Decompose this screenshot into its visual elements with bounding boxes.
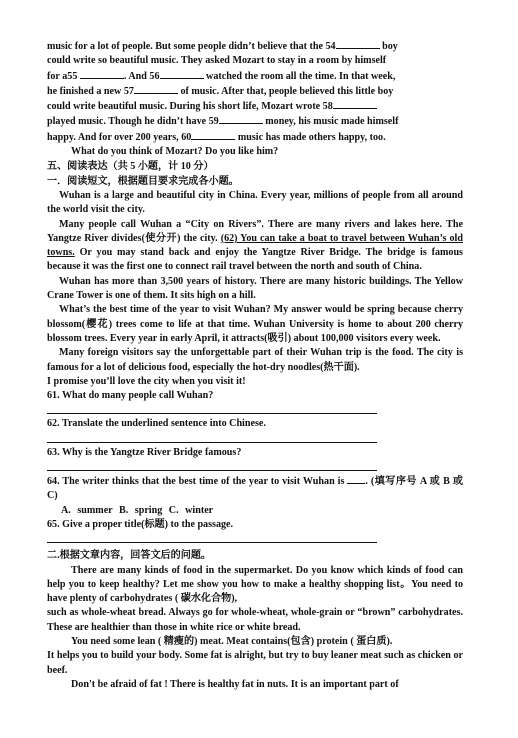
blank-64[interactable]: [347, 474, 365, 484]
passage-b-paragraph: What’s the best time of the year to visit Wuhan? My answer would be spring because cherry blossom(樱花) trees come to life at that time. Wuhan University is home to about 200 cherry blossom trees. Every year in early April, it attracts(吸引) about 100,000 visitors every week.: [47, 304, 463, 344]
passage-b-paragraph: Many foreign visitors say the unforgettable part of their Wuhan trip is the food. The city is famous for a lot of delicious food, especially the hot-dry noodles(热干面).: [47, 347, 463, 373]
blank-56: [160, 69, 204, 79]
text: money, his music made himself: [262, 116, 399, 128]
passage-a-line: [47, 69, 463, 84]
answer-line-65[interactable]: [47, 532, 377, 543]
text: of music. After that, people believed this little boy: [177, 85, 394, 97]
text: happy. And for over 200 years, 60: [47, 131, 192, 143]
part-1-title: 一．阅读短文，根据题目要求完成各小题。: [47, 175, 239, 187]
part-2-paragraph: It helps you to build your body. Some fat is alright, but try to buy leaner meat such as chicken or beef.: [47, 650, 463, 676]
text: boy: [379, 41, 398, 52]
answer-line-63[interactable]: [47, 460, 377, 471]
text: music for a lot of people. But some people didn’t believe that the 54: [47, 41, 336, 52]
passage-a-line: [47, 99, 463, 114]
part-2-paragraph: You need some lean ( 精瘦的) meat. Meat contains(包含) protein ( 蛋白质).: [71, 635, 393, 647]
passage-a-line: [47, 39, 463, 54]
text: could write beautiful music. During his short life, Mozart wrote 58: [47, 101, 333, 113]
answer-line-62[interactable]: [47, 432, 377, 443]
question-63: 63. Why is the Yangtze River Bridge famous?: [47, 446, 242, 458]
part-2-paragraph: There are many kinds of food in the supermarket. Do you know which kinds of food can help you to keep healthy? Let me show you how to make a healthy shopping list。You need to have plenty of carbohydrates ( 碳水化合物),: [47, 564, 463, 605]
text: for a55: [47, 70, 80, 82]
passage-b-paragraph: Wuhan is a large and beautiful city in China. Every year, millions of people from all around the world visit the city.: [47, 189, 463, 216]
question-64-options: A. summer B. spring C. winter: [61, 504, 214, 516]
blank-57: [134, 84, 178, 94]
passage-b-paragraph: I promise you’ll love the city when you visit it!: [47, 375, 246, 387]
passage-a-line: [47, 84, 463, 99]
text: . (填写序号 A 或 B 或 C): [47, 476, 463, 502]
underlined-sentence-62: (62) You can take a boat to travel between Wuhan’s old towns.: [47, 232, 463, 259]
text: . And 56: [123, 70, 160, 82]
passage-b-paragraph: [47, 218, 463, 275]
question-65: 65. Give a proper title(标题) to the passage.: [47, 518, 234, 530]
part-2-paragraph: Don't be afraid of fat ! There is healthy fat in nuts. It is an important part of: [71, 678, 399, 690]
passage-a-question: What do you think of Mozart? Do you like him?: [71, 146, 279, 158]
part-2-paragraph: such as whole-wheat bread. Always go for whole-wheat, whole-grain or “brown” carbohydrates. These are healthier than those in white rice or white bread.: [47, 607, 463, 633]
passage-a-line: could write so beautiful music. They asked Mozart to stay in a room by himself: [47, 55, 387, 67]
passage-a-line: [47, 114, 463, 129]
section-5-title: 五、阅读表达（共 5 小题，计 10 分）: [47, 161, 214, 173]
text: watched the room all the time. In that week,: [203, 70, 396, 82]
text: played music. Though he didn’t have 59: [47, 116, 219, 128]
text: Or you may stand back and enjoy the Yangtze River Bridge. The bridge is famous because it was the first one to connect rail travel between the north and south of China.: [47, 247, 463, 273]
blank-54: [336, 39, 380, 49]
document-content: [47, 39, 463, 692]
text: music has made others happy, too.: [235, 131, 386, 143]
blank-55: [80, 69, 124, 79]
text: Many people call Wuhan a “City on Rivers”. There are many rivers and lakes here. The Yangtze River divides(使分开) the city.: [47, 218, 463, 244]
blank-58: [333, 99, 377, 109]
blank-60: [191, 130, 235, 140]
passage-a-line: [47, 130, 463, 145]
text: he finished a new 57: [47, 85, 134, 97]
blank-59: [219, 114, 263, 124]
question-61: 61. What do many people call Wuhan?: [47, 390, 214, 402]
part-2-title: 二.根据文章内容，回答文后的问题。: [47, 550, 212, 562]
question-62: 62. Translate the underlined sentence into Chinese.: [47, 418, 266, 430]
text: 64. The writer thinks that the best time of the year to visit Wuhan is: [47, 476, 348, 488]
answer-line-61[interactable]: [47, 403, 377, 414]
passage-b-paragraph: Wuhan has more than 3,500 years of history. There are many historic buildings. The Yellow Crane Tower is one of them. It sits high on a hill.: [47, 275, 463, 302]
question-64: [47, 474, 463, 504]
